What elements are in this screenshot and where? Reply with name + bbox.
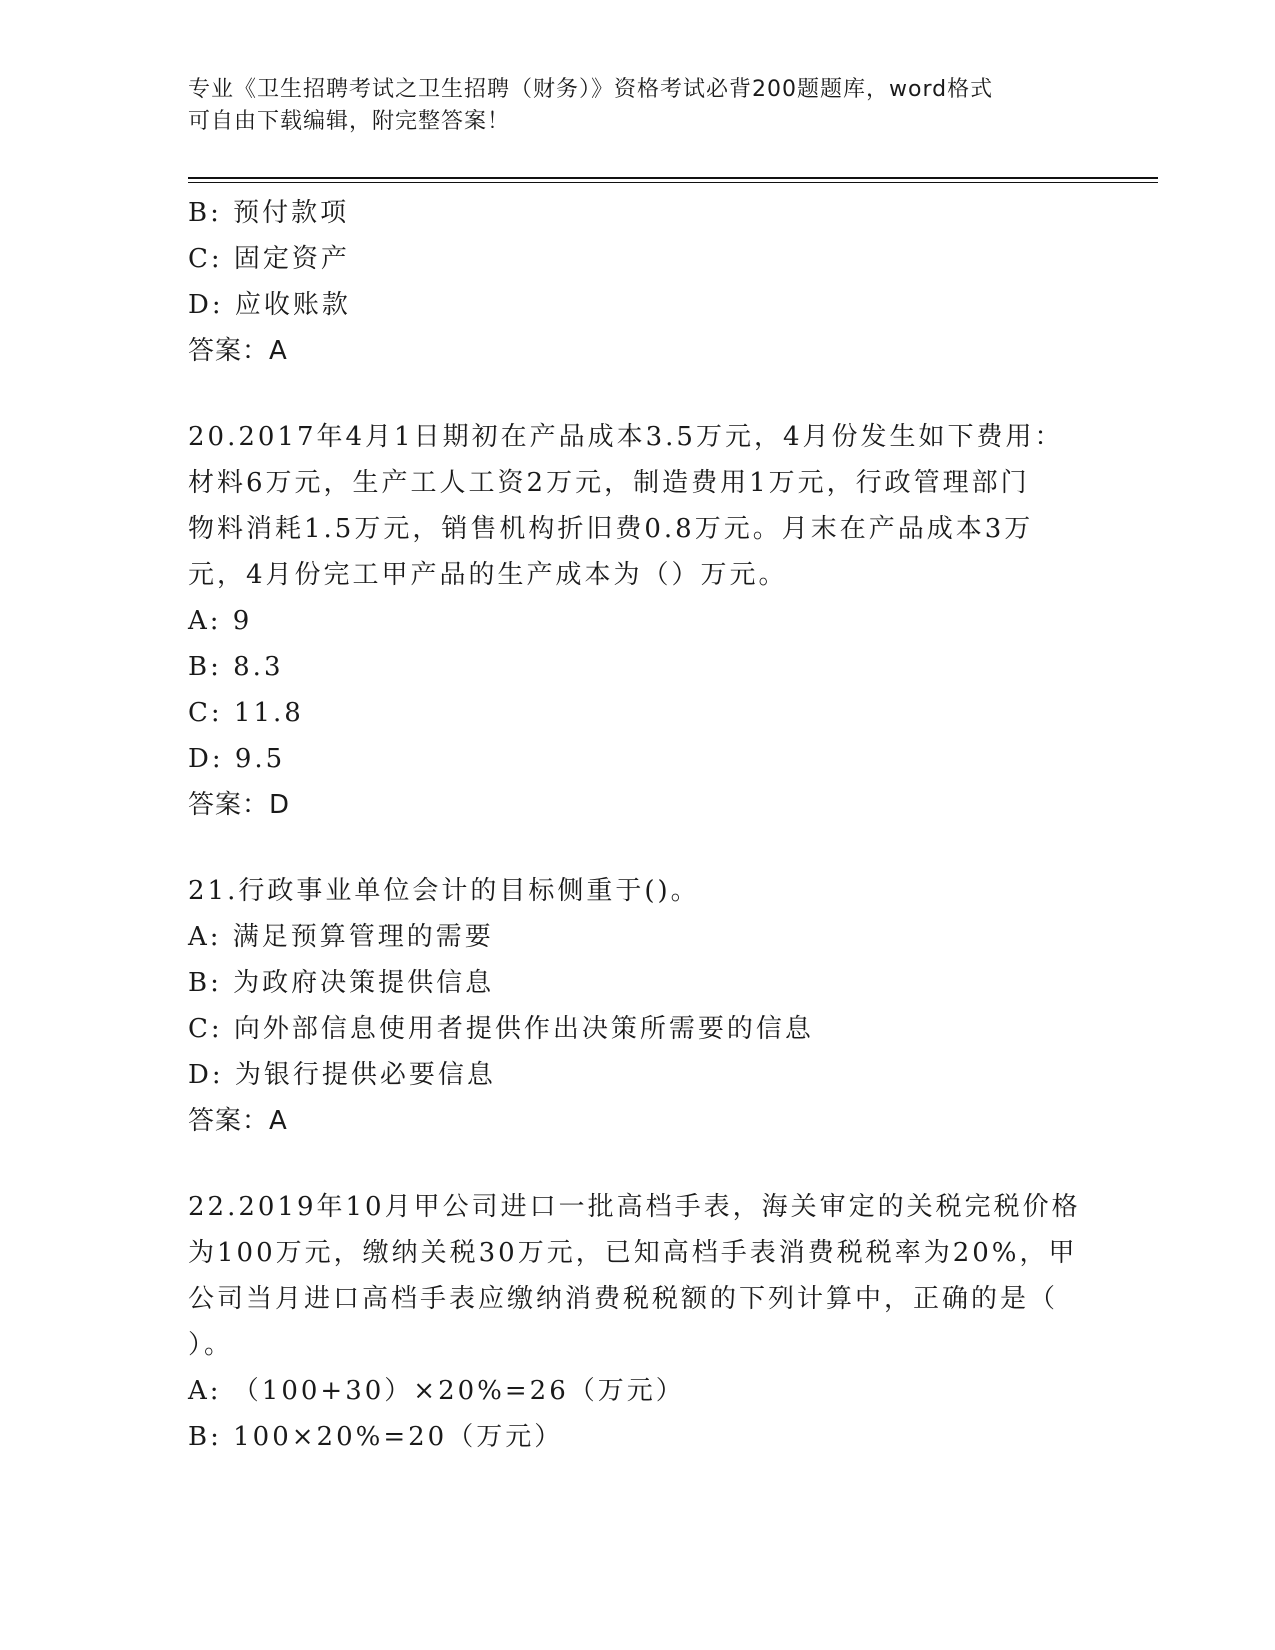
question-block <box>188 190 1088 374</box>
question-text-line: 物料消耗1.5万元，销售机构折旧费0.8万元。月末在产品成本3万 <box>188 514 1034 544</box>
answer-line: 答案：D <box>188 790 291 820</box>
question-text-line: 元，4月份完工甲产品的生产成本为（）万元。 <box>188 560 788 590</box>
block-spacer <box>188 1144 1088 1184</box>
answer-line: 答案：A <box>188 1106 288 1136</box>
question-text-line: 21.行政事业单位会计的目标侧重于()。 <box>188 876 700 906</box>
option-line: B: 8.3 <box>188 652 284 682</box>
block-spacer <box>188 828 1088 868</box>
option-line: B: 100×20%=20（万元） <box>188 1422 564 1452</box>
block-spacer <box>188 374 1088 414</box>
option-line: D: 9.5 <box>188 744 286 774</box>
option-line: D: 应收账款 <box>188 290 351 320</box>
option-line: C: 向外部信息使用者提供作出决策所需要的信息 <box>188 1014 814 1044</box>
question-block <box>188 868 1088 1144</box>
question-block <box>188 414 1088 828</box>
question-text-line: 材料6万元，生产工人工资2万元，制造费用1万元，行政管理部门 <box>188 468 1030 498</box>
question-list <box>188 190 1088 1460</box>
header-subtitle-line: 可自由下载编辑，附完整答案！ <box>188 109 511 134</box>
question-text-line: 20.2017年4月1日期初在产品成本3.5万元，4月份发生如下费用： <box>188 422 1064 452</box>
question-text-line: 公司当月进口高档手表应缴纳消费税税额的下列计算中，正确的是（ <box>188 1284 1059 1314</box>
header-rule-thin <box>188 182 1158 183</box>
question-text-line: 为100万元，缴纳关税30万元，已知高档手表消费税税率为20%，甲 <box>188 1238 1078 1268</box>
option-line: C: 固定资产 <box>188 244 350 274</box>
header-rule-thick <box>188 177 1158 179</box>
option-line: B: 预付款项 <box>188 198 350 228</box>
option-line: C: 11.8 <box>188 698 304 728</box>
question-text-line: ）。 <box>188 1330 234 1360</box>
option-line: A: 满足预算管理的需要 <box>188 922 494 952</box>
document-header <box>188 74 1068 138</box>
option-line: A: （100+30）×20%=26（万元） <box>188 1376 685 1406</box>
answer-line: 答案：A <box>188 336 288 366</box>
option-line: D: 为银行提供必要信息 <box>188 1060 496 1090</box>
header-title-line: 专业《卫生招聘考试之卫生招聘（财务）》资格考试必背200题题库，word格式 <box>188 77 994 102</box>
option-line: B: 为政府决策提供信息 <box>188 968 495 998</box>
option-line: A: 9 <box>188 606 253 636</box>
question-block <box>188 1184 1088 1460</box>
question-text-line: 22.2019年10月甲公司进口一批高档手表，海关审定的关税完税价格 <box>188 1192 1081 1222</box>
